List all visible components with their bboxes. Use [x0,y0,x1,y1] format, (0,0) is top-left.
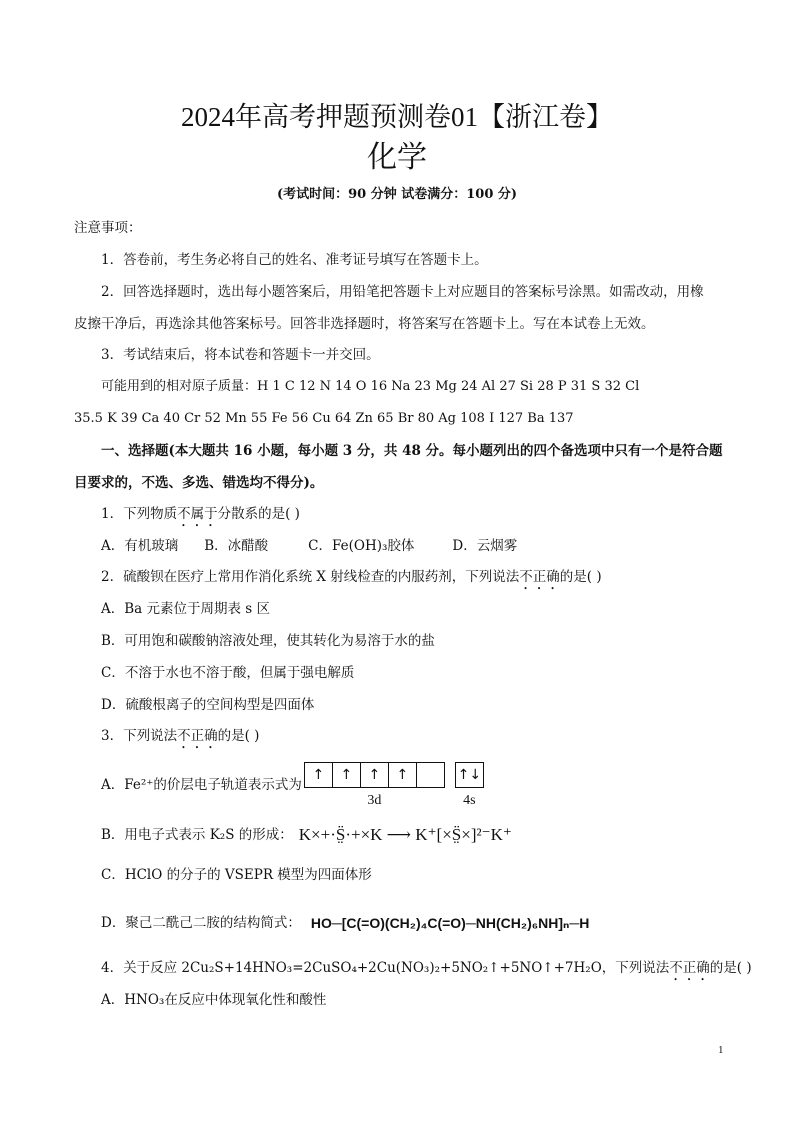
question-4-option-a[interactable]: A．HNO₃在反应中体现氧化性和酸性 [101,992,327,1008]
orbital-3d-box-1: ↑ [304,762,332,788]
question-2-stem-end: 的是( ) [559,569,602,585]
orbital-3d-group [304,762,445,810]
question-4-stem-start: 4．关于反应 2Cu₂S+14HNO₃=2CuSO₄+2Cu(NO₃)₂+5NO₂↑+5NO↑+7H₂O，下列说法 [101,960,670,976]
question-1-stem-start: 1．下列物质 [101,506,178,522]
question-3-stem-end: 的是( ) [217,728,260,744]
question-1-stem-emphasis: 不属于 [177,506,218,522]
question-1-option-b[interactable]: B．冰醋酸 [204,538,269,554]
exam-meta: (考试时间：90 分钟 试卷满分：100 分) [276,187,518,202]
polymer-structure-formula: HO─[C(=O)(CH₂)₄C(=O)─NH(CH₂)₆NH]ₙ─H [310,915,590,931]
page-title: 2024年高考押题预测卷01【浙江卷】 [181,102,613,132]
notice-item-3: 3．考试结束后，将本试卷和答题卡一并交回。 [101,347,380,363]
orbital-4s-label: 4s [463,793,476,808]
subject-heading: 化学 [367,140,427,175]
page-number: 1 [718,1044,724,1056]
question-1-option-d[interactable]: D．云烟雾 [452,538,518,554]
orbital-diagram [304,762,484,810]
question-1-stem [101,505,300,530]
question-2-stem-emphasis: 不正确 [519,569,560,585]
orbital-4s-boxes [455,762,484,788]
question-3-stem [101,727,259,752]
question-2-stem [101,568,602,593]
question-2-option-a[interactable]: A．Ba 元素位于周期表 s 区 [101,601,271,617]
question-3-option-d[interactable] [101,914,589,932]
orbital-3d-label: 3d [367,793,382,808]
question-3-option-b[interactable] [101,826,512,844]
atomic-masses-line-2: 35.5 K 39 Ca 40 Cr 52 Mn 55 Fe 56 Cu 64 Zn 65 Br 80 Ag 108 I 127 Ba 137 [74,411,574,426]
question-3-option-d-label: D．聚己二酰己二胺的结构简式： [101,915,301,931]
electron-formula-k2s: K×+·S̤̈·+×K ⟶ K⁺[×S̤̈×]²⁻K⁺ [298,825,512,844]
question-3-option-a[interactable] [101,762,484,810]
notice-item-2-line-1: 2．回答选择题时，选出每小题答案后，用铅笔把答题卡上对应题目的答案标号涂黑。如需改动，用橡 [101,284,704,300]
question-2-option-c[interactable]: C．不溶于水也不溶于酸，但属于强电解质 [101,665,355,681]
question-1-option-a[interactable]: A．有机玻璃 [101,538,179,554]
notice-item-2-line-2: 皮擦干净后，再选涂其他答案标号。回答非选择题时，将答案写在答题卡上。写在本试卷上无效。 [74,316,655,332]
question-4-stem-emphasis: 不正确 [669,960,710,976]
orbital-4s-group [455,762,484,810]
question-4-stem-end: 的是( ) [709,960,752,976]
notice-heading: 注意事项： [74,220,142,236]
orbital-3d-box-2: ↑ [332,762,360,788]
question-2-option-b[interactable]: B．可用饱和碳酸钠溶液处理，使其转化为易溶于水的盐 [101,633,435,649]
question-3-option-b-label: B．用电子式表示 K₂S 的形成： [101,827,293,843]
orbital-4s-box-1: ↑↓ [455,762,483,788]
atomic-masses-line-1: 可能用到的相对原子质量：H 1 C 12 N 14 O 16 Na 23 Mg 24 Al 27 Si 28 P 31 S 32 Cl [101,379,640,394]
orbital-3d-box-5 [416,762,444,788]
question-3-option-a-label: A．Fe²⁺的价层电子轨道表示式为 [101,777,302,793]
question-4-stem [101,959,752,984]
question-2-option-d[interactable]: D．硫酸根离子的空间构型是四面体 [101,697,315,713]
orbital-3d-box-3: ↑ [360,762,388,788]
question-3-stem-emphasis: 不正确 [177,728,218,744]
orbital-3d-boxes [304,762,445,788]
question-1-option-c[interactable]: C．Fe(OH)₃胶体 [308,538,415,554]
question-1-options [101,537,545,555]
section-1-heading-line-2: 目要求的，不选、多选、错选均不得分)。 [74,475,324,491]
question-1-stem-end: 分散系的是( ) [217,506,300,522]
section-1-heading-line-1: 一、选择题(本大题共 16 小题，每小题 3 分，共 48 分。每小题列出的四个备选项中只有一个是符合题 [101,443,723,459]
notice-item-1: 1．答卷前，考生务必将自己的姓名、准考证号填写在答题卡上。 [101,252,488,268]
orbital-3d-box-4: ↑ [388,762,416,788]
question-3-option-c[interactable]: C．HClO 的分子的 VSEPR 模型为四面体形 [101,867,372,883]
question-2-stem-start: 2．硫酸钡在医疗上常用作消化系统 X 射线检查的内服药剂，下列说法 [101,569,520,585]
question-3-stem-start: 3．下列说法 [101,728,178,744]
